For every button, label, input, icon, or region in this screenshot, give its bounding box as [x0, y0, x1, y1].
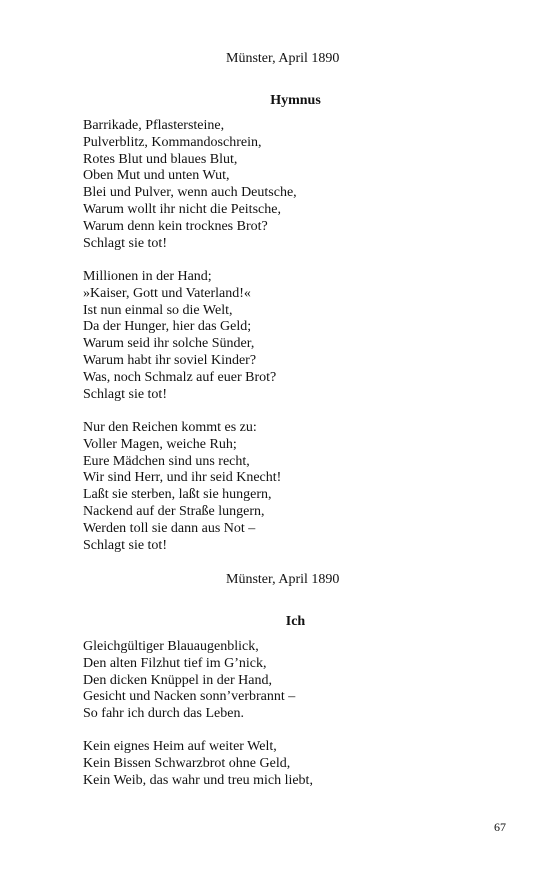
verse-line: Warum wollt ihr nicht die Peitsche, [83, 201, 281, 217]
verse-line: Eure Mädchen sind uns recht, [83, 453, 250, 469]
verse-line: Gleichgültiger Blauaugenblick, [83, 639, 259, 654]
verse-line: »Kaiser, Gott und Vaterland!« [83, 285, 251, 301]
hymnus-stanza-3 [83, 420, 513, 554]
verse-line: Kein eignes Heim auf weiter Welt, [83, 739, 277, 754]
verse-line: Nackend auf der Straße lungern, [83, 503, 265, 519]
hymnus-stanza-1 [83, 118, 513, 252]
dateline-top: Münster, April 1890 [226, 51, 340, 66]
verse-line: Gesicht und Nacken sonn’verbrannt – [83, 689, 296, 705]
verse-line: Ist nun einmal so die Welt, [83, 302, 233, 318]
verse-line: Rotes Blut und blaues Blut, [83, 151, 238, 167]
verse-line: Blei und Pulver, wenn auch Deutsche, [83, 185, 297, 201]
verse-line: So fahr ich durch das Leben. [83, 706, 244, 722]
verse-line: Wir sind Herr, und ihr seid Knecht! [83, 470, 282, 486]
verse-line: Nur den Reichen kommt es zu: [83, 420, 257, 435]
verse-line: Laßt sie sterben, laßt sie hungern, [83, 487, 272, 503]
verse-line: Millionen in der Hand; [83, 269, 212, 284]
verse-line: Kein Bissen Schwarzbrot ohne Geld, [83, 755, 291, 771]
verse-line: Voller Magen, weiche Ruh; [83, 436, 237, 452]
verse-line: Pulverblitz, Kommandoschrein, [83, 134, 262, 150]
verse-line: Schlagt sie tot! [83, 235, 167, 251]
verse-line: Da der Hunger, hier das Geld; [83, 319, 252, 335]
verse-line: Was, noch Schmalz auf euer Brot? [83, 369, 277, 385]
verse-line: Schlagt sie tot! [83, 386, 167, 402]
hymnus-stanza-2 [83, 269, 513, 403]
ich-stanza-1 [83, 639, 513, 723]
verse-line: Den alten Filzhut tief im G’nick, [83, 655, 267, 671]
dateline-hymnus: Münster, April 1890 [226, 572, 340, 587]
page-number: 67 [494, 820, 506, 834]
verse-line: Oben Mut und unten Wut, [83, 168, 230, 184]
verse-line: Warum habt ihr soviel Kinder? [83, 352, 257, 368]
verse-line: Kein Weib, das wahr und treu mich liebt, [83, 772, 313, 788]
verse-line: Schlagt sie tot! [83, 537, 167, 553]
verse-line: Werden toll sie dann aus Not – [83, 520, 256, 536]
verse-line: Den dicken Knüppel in der Hand, [83, 672, 272, 688]
verse-line: Warum seid ihr solche Sünder, [83, 336, 255, 352]
poem-title-ich: Ich [285, 614, 306, 629]
poem-title-hymnus: Hymnus [270, 93, 321, 108]
verse-line: Barrikade, Pflastersteine, [83, 118, 225, 133]
verse-line: Warum denn kein trocknes Brot? [83, 218, 268, 234]
ich-stanza-2 [83, 739, 513, 789]
